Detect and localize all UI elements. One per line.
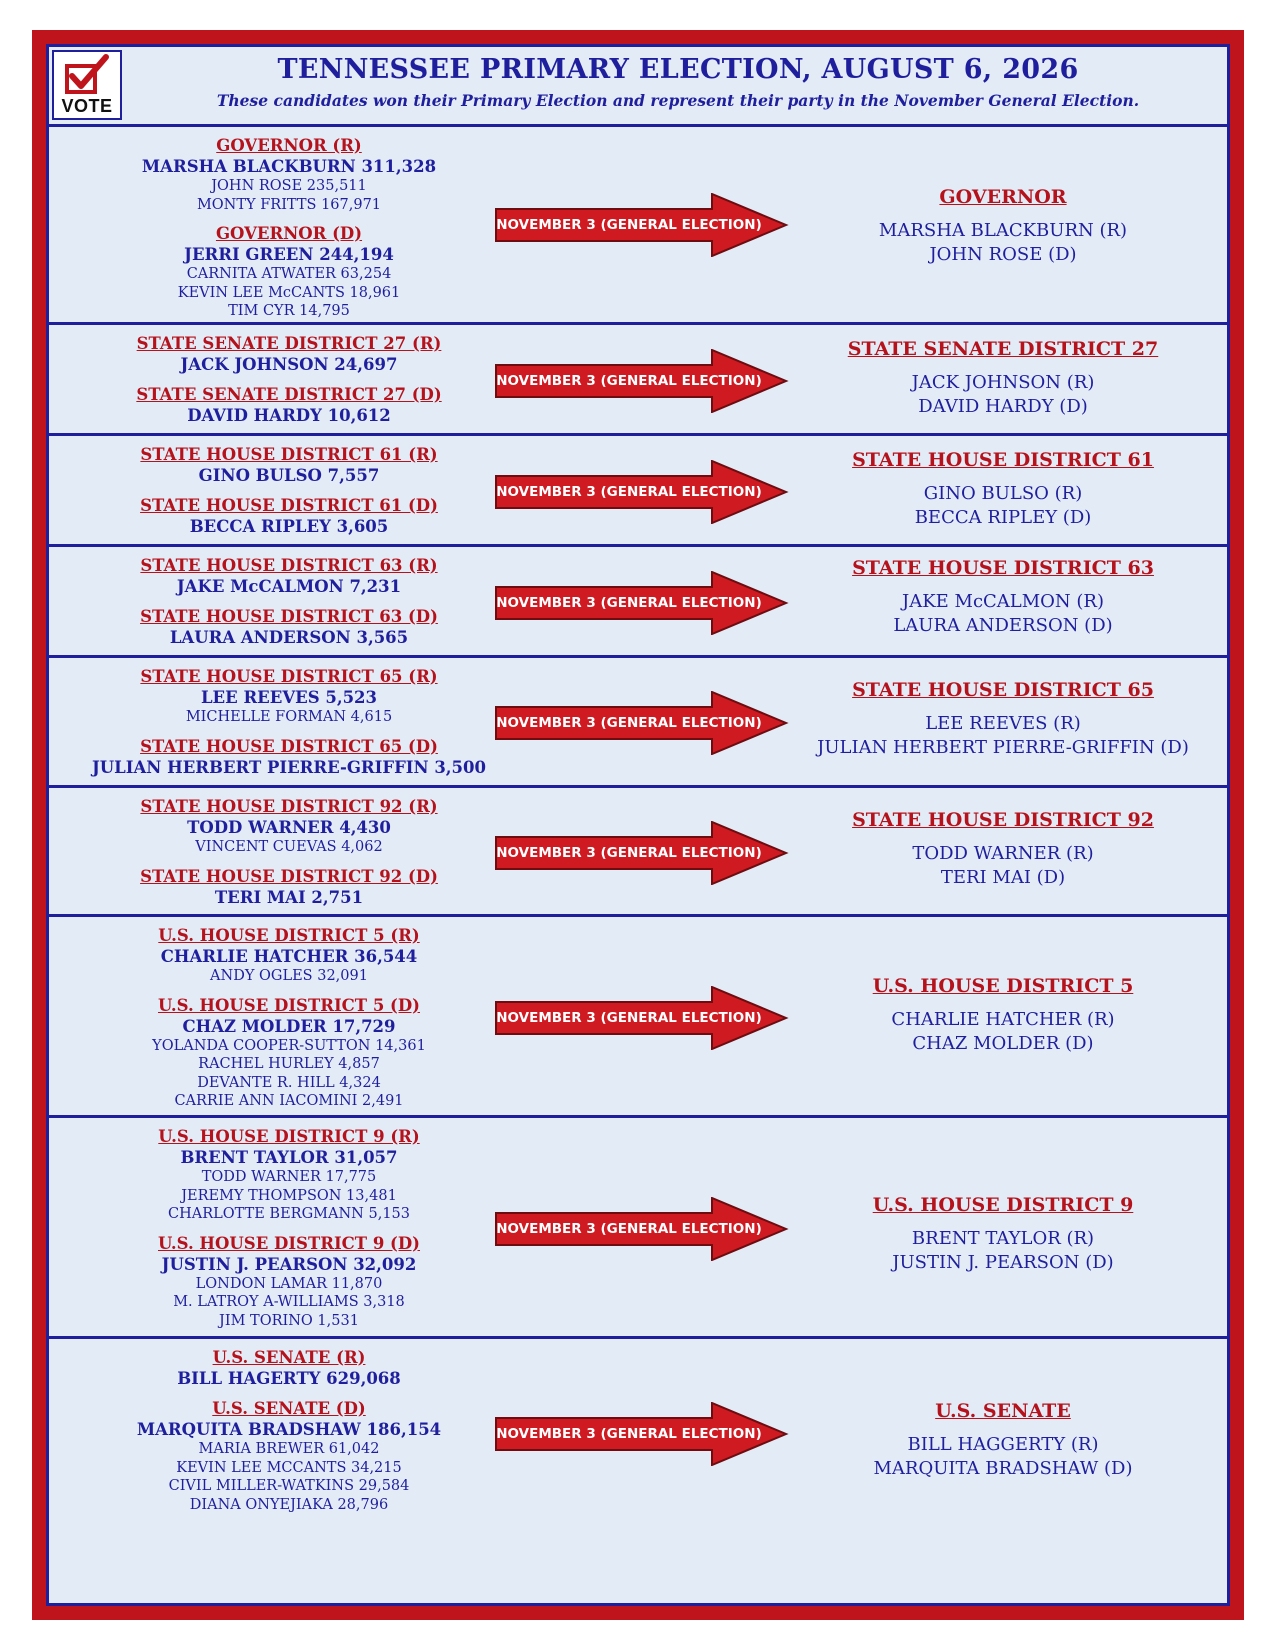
primary-race-title: STATE HOUSE DISTRICT 65 (R) (140, 667, 438, 686)
primary-race-title: U.S. HOUSE DISTRICT 9 (R) (158, 1127, 420, 1146)
poster-panel (46, 44, 1230, 1606)
general-election-arrow (494, 349, 789, 413)
primary-winner: JERRI GREEN 244,194 (184, 245, 394, 264)
spacer (49, 727, 529, 736)
arrow-label: NOVEMBER 3 (GENERAL ELECTION) (496, 1426, 762, 1442)
primary-candidate: JEREMY THOMPSON 13,481 (181, 1187, 397, 1204)
general-election-arrow (494, 1197, 789, 1261)
primary-candidate: LONDON LAMAR 11,870 (195, 1275, 383, 1292)
general-candidate: TERI MAI (D) (940, 867, 1066, 888)
general-election-arrow (494, 1402, 789, 1466)
general-election-arrow (494, 571, 789, 635)
primary-race-title: STATE SENATE DISTRICT 27 (R) (136, 334, 442, 353)
spacer (49, 857, 529, 866)
race-section (49, 436, 1227, 547)
primary-race-title: U.S. SENATE (R) (212, 1348, 366, 1367)
general-candidate: DAVID HARDY (D) (918, 396, 1088, 417)
primary-winner: DAVID HARDY 10,612 (187, 406, 391, 425)
primary-winner: CHARLIE HATCHER 36,544 (160, 947, 418, 966)
vote-logo (52, 50, 122, 120)
general-candidate: GINO BULSO (R) (923, 483, 1083, 504)
arrow-label: NOVEMBER 3 (GENERAL ELECTION) (496, 1010, 762, 1026)
spacer (49, 597, 529, 606)
general-candidate: MARSHA BLACKBURN (R) (878, 220, 1128, 241)
vote-logo-label: VOTE (61, 96, 113, 116)
general-race-title: STATE HOUSE DISTRICT 92 (852, 809, 1154, 831)
general-election-arrow (494, 193, 789, 257)
primary-results (49, 1347, 529, 1514)
general-election (779, 556, 1227, 638)
arrow-label: NOVEMBER 3 (GENERAL ELECTION) (496, 595, 762, 611)
primary-results (49, 796, 529, 908)
general-candidate: JULIAN HERBERT PIERRE-GRIFFIN (D) (817, 737, 1189, 758)
primary-results (49, 555, 529, 648)
general-candidate: BRENT TAYLOR (R) (911, 1228, 1095, 1249)
primary-candidate: ANDY OGLES 32,091 (210, 968, 368, 984)
general-election-arrow (494, 460, 789, 524)
primary-candidate: MONTY FRITTS 167,971 (196, 196, 382, 213)
race-section (49, 658, 1227, 788)
general-election (779, 808, 1227, 890)
race-section (49, 788, 1227, 917)
primary-race-title: U.S. SENATE (D) (212, 1399, 366, 1418)
primary-candidate: CIVIL MILLER-WATKINS 29,584 (168, 1478, 410, 1494)
general-race-title: STATE HOUSE DISTRICT 61 (852, 449, 1154, 471)
general-candidate: JAKE McCALMON (R) (901, 591, 1105, 612)
general-election (779, 448, 1227, 530)
general-candidate: CHAZ MOLDER (D) (912, 1033, 1094, 1054)
primary-winner: BRENT TAYLOR 31,057 (180, 1148, 398, 1167)
general-race-title: U.S. HOUSE DISTRICT 9 (872, 1194, 1134, 1216)
primary-candidate: JOHN ROSE 235,511 (211, 178, 367, 194)
general-race-title: U.S. SENATE (935, 1400, 1071, 1422)
primary-race-title: STATE HOUSE DISTRICT 63 (R) (140, 556, 438, 575)
primary-results (49, 925, 529, 1111)
general-candidate: BILL HAGGERTY (R) (907, 1434, 1099, 1455)
primary-winner: BILL HAGERTY 629,068 (177, 1369, 401, 1388)
primary-winner: JULIAN HERBERT PIERRE-GRIFFIN 3,500 (91, 757, 486, 777)
spacer (49, 486, 529, 495)
general-election-arrow (494, 821, 789, 885)
primary-candidate: JIM TORINO 1,531 (219, 1312, 359, 1329)
primary-candidate: DIANA ONYEJIAKA 28,796 (189, 1496, 389, 1513)
general-election (779, 185, 1227, 267)
primary-candidate: TIM CYR 14,795 (228, 303, 350, 319)
race-section (49, 325, 1227, 436)
primary-winner: MARQUITA BRADSHAW 186,154 (136, 1420, 442, 1439)
general-candidate: JOHN ROSE (D) (929, 244, 1077, 265)
spacer (49, 214, 529, 223)
primary-winner: CHAZ MOLDER 17,729 (182, 1016, 396, 1036)
general-election (779, 1193, 1227, 1275)
primary-candidate: CHARLOTTE BERGMANN 5,153 (167, 1206, 410, 1222)
arrow-label: NOVEMBER 3 (GENERAL ELECTION) (496, 484, 762, 500)
primary-winner: LAURA ANDERSON 3,565 (169, 628, 409, 647)
race-section (49, 125, 1227, 325)
primary-candidate: TODD WARNER 17,775 (201, 1169, 377, 1185)
primary-winner: TERI MAI 2,751 (214, 887, 364, 907)
race-section (49, 1339, 1227, 1528)
general-candidate: JUSTIN J. PEARSON (D) (892, 1252, 1114, 1273)
arrow-label: NOVEMBER 3 (GENERAL ELECTION) (496, 217, 762, 233)
arrow-label: NOVEMBER 3 (GENERAL ELECTION) (496, 373, 762, 389)
general-race-title: U.S. HOUSE DISTRICT 5 (872, 975, 1134, 997)
primary-winner: LEE REEVES 5,523 (200, 688, 378, 707)
primary-candidate: M. LATROY A-WILLIAMS 3,318 (173, 1294, 405, 1310)
primary-candidate: RACHEL HURLEY 4,857 (198, 1056, 380, 1072)
general-election (779, 974, 1227, 1056)
checkmark-ballot-icon (64, 54, 110, 96)
spacer (49, 375, 529, 384)
primary-winner: BECCA RIPLEY 3,605 (189, 517, 389, 536)
spacer (49, 986, 529, 995)
page-title: TENNESSEE PRIMARY ELECTION, AUGUST 6, 2026 (277, 54, 1079, 85)
primary-winner: JAKE McCALMON 7,231 (176, 577, 402, 596)
primary-winner: JUSTIN J. PEARSON 32,092 (161, 1254, 417, 1274)
primary-candidate: VINCENT CUEVAS 4,062 (195, 839, 383, 855)
general-race-title: STATE HOUSE DISTRICT 65 (852, 679, 1154, 701)
primary-candidate: CARRIE ANN IACOMINI 2,491 (174, 1093, 404, 1109)
primary-race-title: STATE SENATE DISTRICT 27 (D) (136, 385, 442, 404)
primary-race-title: STATE HOUSE DISTRICT 92 (D) (140, 866, 438, 886)
primary-race-title: STATE HOUSE DISTRICT 65 (D) (140, 736, 438, 756)
general-candidate: BECCA RIPLEY (D) (914, 507, 1092, 528)
general-race-title: GOVERNOR (939, 186, 1067, 208)
primary-race-title: GOVERNOR (R) (216, 136, 362, 155)
arrow-label: NOVEMBER 3 (GENERAL ELECTION) (496, 1221, 762, 1237)
spacer (49, 1389, 529, 1398)
primary-candidate: DEVANTE R. HILL 4,324 (197, 1074, 381, 1091)
primary-results (49, 1126, 529, 1330)
header (49, 47, 1227, 127)
general-election-arrow (494, 986, 789, 1050)
general-candidate: CHARLIE HATCHER (R) (891, 1009, 1115, 1030)
primary-candidate: MICHELLE FORMAN 4,615 (185, 709, 393, 725)
primary-results (49, 135, 529, 321)
primary-race-title: STATE HOUSE DISTRICT 92 (R) (140, 797, 438, 816)
primary-candidate: CARNITA ATWATER 63,254 (186, 266, 392, 282)
primary-candidate: YOLANDA COOPER-SUTTON 14,361 (152, 1037, 426, 1054)
primary-winner: TODD WARNER 4,430 (187, 818, 391, 837)
general-candidate: LEE REEVES (R) (925, 713, 1081, 734)
general-election (779, 1399, 1227, 1481)
general-candidate: MARQUITA BRADSHAW (D) (873, 1458, 1133, 1479)
arrow-label: NOVEMBER 3 (GENERAL ELECTION) (496, 715, 762, 731)
general-election (779, 678, 1227, 760)
primary-race-title: U.S. HOUSE DISTRICT 5 (D) (158, 995, 420, 1015)
primary-race-title: U.S. HOUSE DISTRICT 9 (D) (158, 1233, 420, 1253)
primary-race-title: STATE HOUSE DISTRICT 61 (R) (140, 445, 438, 464)
race-section (49, 917, 1227, 1118)
primary-winner: JACK JOHNSON 24,697 (180, 355, 398, 374)
primary-race-title: GOVERNOR (D) (215, 224, 363, 243)
primary-candidate: KEVIN LEE McCANTS 18,961 (177, 284, 401, 301)
primary-race-title: STATE HOUSE DISTRICT 63 (D) (140, 607, 438, 626)
primary-winner: GINO BULSO 7,557 (198, 466, 380, 485)
primary-results (49, 333, 529, 426)
arrow-label: NOVEMBER 3 (GENERAL ELECTION) (496, 845, 762, 861)
spacer (49, 1224, 529, 1233)
poster-frame (32, 30, 1244, 1620)
general-election-arrow (494, 691, 789, 755)
primary-race-title: U.S. HOUSE DISTRICT 5 (R) (158, 926, 420, 945)
general-candidate: LAURA ANDERSON (D) (893, 615, 1113, 636)
race-section (49, 547, 1227, 658)
race-section (49, 1118, 1227, 1339)
primary-candidate: MARIA BREWER 61,042 (198, 1441, 380, 1457)
general-election (779, 337, 1227, 419)
page-subtitle: These candidates won their Primary Election and represent their party in the November General Election. (216, 91, 1140, 110)
primary-race-title: STATE HOUSE DISTRICT 61 (D) (140, 496, 438, 515)
general-candidate: TODD WARNER (R) (912, 843, 1094, 864)
primary-candidate: KEVIN LEE MCCANTS 34,215 (176, 1459, 402, 1476)
general-race-title: STATE SENATE DISTRICT 27 (847, 338, 1159, 360)
primary-results (49, 444, 529, 537)
general-candidate: JACK JOHNSON (R) (911, 372, 1095, 393)
primary-results (49, 666, 529, 778)
general-race-title: STATE HOUSE DISTRICT 63 (852, 557, 1154, 579)
primary-winner: MARSHA BLACKBURN 311,328 (141, 157, 437, 176)
